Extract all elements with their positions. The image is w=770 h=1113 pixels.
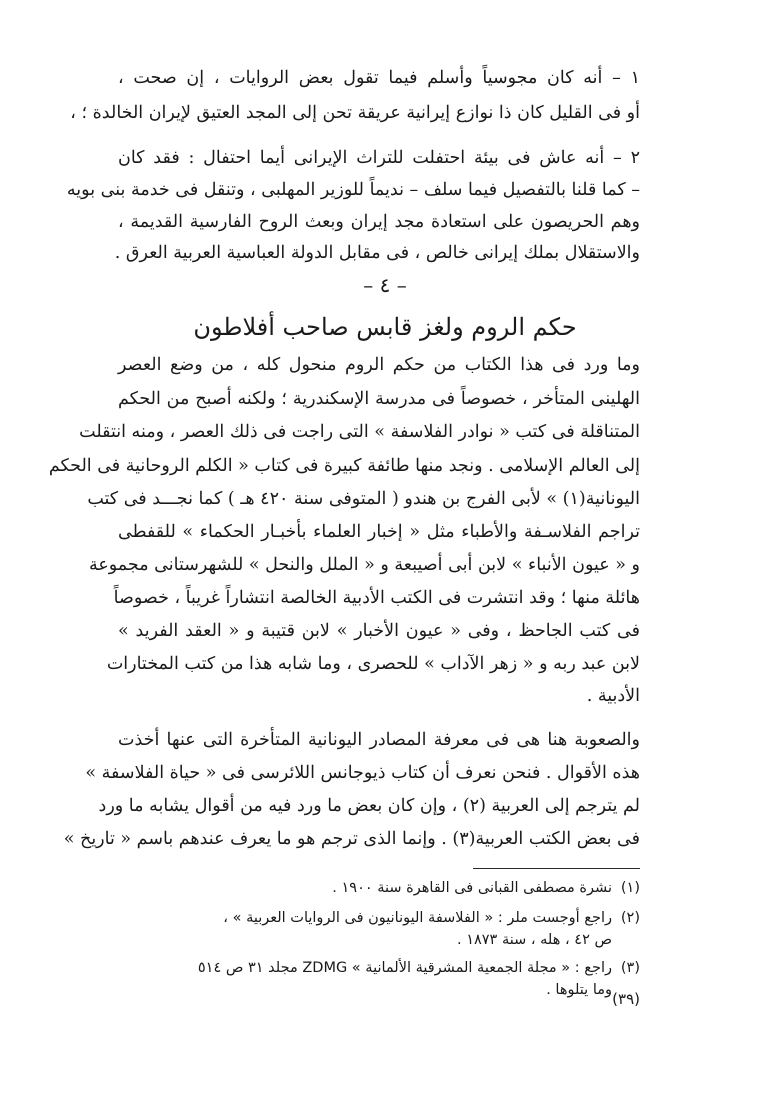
body-line-2: الهلينى المتأخر ، خصوصاً فى مدرسة الإسكندرية ؛ ولكنه أصبح من الحكم	[118, 389, 640, 409]
intro-line-5: وهم الحريصون على استعادة مجد إيران وبعث الروح الفارسية القديمة ،	[118, 212, 640, 232]
body-line-3: المتناقلة فى كتب « نوادر الفلاسفة » التى راجت فى ذلك العصر ، ومنه انتقلت	[79, 422, 640, 442]
footnote-3	[118, 960, 640, 976]
body-line-7: و « عيون الأنباء » لابن أبى أصيبعة و « الملل والنحل » للشهرستانى مجموعة	[88, 555, 640, 575]
footnote-2-text: راجع أوجست ملر : « الفلاسفة اليونانيون فى الروايات العربية » ،	[223, 910, 612, 926]
section-number: – ٤ –	[363, 273, 407, 297]
page-number: (٣٩)	[612, 990, 640, 1008]
footnote-3-text: راجع : « مجلة الجمعية المشرقية الألمانية » ZDMG مجلد ٣١ ص ٥١٤	[197, 960, 612, 976]
body-line-6: تراجم الفلاسـفة والأطباء مثل « إخبار العلماء بأخبـار الحكماء » للقفطى	[118, 522, 640, 542]
body-line-5: اليونانية(١) » لأبى الفرج بن هندو ( المتوفى سنة ٤٢٠ هـ ) كما نجـــد فى كتب	[87, 489, 640, 509]
footnote-3-number: (٣)	[620, 960, 640, 976]
footnote-1-number: (١)	[620, 880, 640, 896]
body2-line-2: هذه الأقوال . فنحن نعرف أن كتاب ذيوجانس اللائرسى فى « حياة الفلاسفة »	[85, 763, 640, 783]
intro-line-3: ٢ – أنه عاش فى بيئة احتفلت للتراث الإيرانى أيما احتفال : فقد كان	[118, 148, 640, 168]
body-line-10: لابن عبد ربه و « زهر الآداب » للحصرى ، وما شابه هذا من كتب المختارات	[106, 654, 640, 674]
intro-line-1: ١ – أنه كان مجوسياً وأسلم فيما تقول بعض الروايات ، إن صحت ،	[118, 68, 640, 88]
footnote-3-continuation: وما يتلوها .	[546, 982, 612, 998]
footnote-1	[118, 880, 640, 896]
section-heading: حكم الروم ولغز قابس صاحب أفلاطون	[193, 313, 577, 341]
intro-line-4: – كما قلنا بالتفصيل فيما سلف – نديماً للوزير المهلبى ، وتنقل فى خدمة بنى بويه	[66, 180, 640, 200]
footnote-1-text: نشرة مصطفى القبانى فى القاهرة سنة ١٩٠٠ .	[332, 880, 612, 896]
body-line-4: إلى العالم الإسلامى . ونجد منها طائفة كبيرة فى كتاب « الكلم الروحانية فى الحكم	[48, 456, 640, 476]
body-line-1: وما ورد فى هذا الكتاب من حكم الروم منحول كله ، من وضع العصر	[118, 355, 640, 375]
intro-line-2: أو فى القليل كان ذا نوازع إيرانية عريقة تحن إلى المجد العتيق لإيران الخالدة ؛ ،	[70, 103, 640, 123]
body2-line-1: والصعوبة هنا هى فى معرفة المصادر اليونانية المتأخرة التى عنها أخذت	[118, 730, 640, 750]
body2-line-3: لم يترجم إلى العربية (٢) ، وإن كان بعض ما ورد فيه من أقوال يشابه ما ورد	[98, 796, 640, 816]
footnote-2	[118, 910, 640, 926]
footnote-divider	[473, 868, 640, 869]
body-line-8: هائلة منها ؛ وقد انتشرت فى الكتب الأدبية الخالصة انتشاراً غريباً ، خصوصاً	[113, 588, 640, 608]
footnote-2-continuation: ص ٤٢ ، هله ، سنة ١٨٧٣ .	[456, 932, 612, 948]
footnote-2-number: (٢)	[620, 910, 640, 926]
intro-line-6: والاستقلال بملك إيرانى خالص ، فى مقابل الدولة العباسية العربية العرق .	[114, 243, 640, 263]
body-line-9: فى كتب الجاحظ ، وفى « عيون الأخبار » لابن قتيبة و « العقد الفريد »	[118, 621, 640, 641]
body-line-11: الأدبية .	[586, 686, 640, 706]
body2-line-4: فى بعض الكتب العربية(٣) . وإنما الذى ترجم هو ما يعرف عندهم باسم « تاريخ »	[63, 829, 640, 849]
